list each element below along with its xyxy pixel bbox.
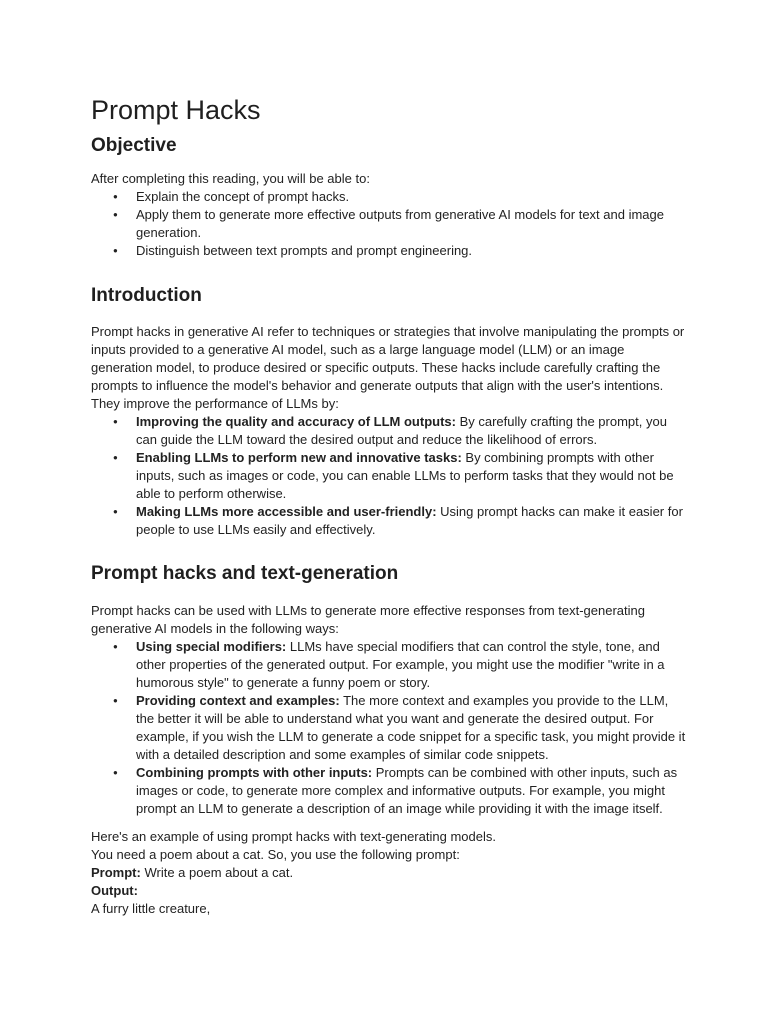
- list-item-term: Using special modifiers:: [136, 639, 287, 654]
- list-item-term: Enabling LLMs to perform new and innovative tasks:: [136, 450, 462, 465]
- output-label: [91, 882, 686, 900]
- introduction-heading: Introduction: [91, 285, 202, 306]
- list-item-term: Improving the quality and accuracy of LLM outputs:: [136, 414, 456, 429]
- prompt-label: Prompt:: [91, 865, 141, 880]
- text-generation-heading: Prompt hacks and text-generation: [91, 563, 399, 584]
- prompt-line: [91, 864, 686, 882]
- list-item-term: Providing context and examples:: [136, 693, 340, 708]
- page-title: Prompt Hacks: [91, 95, 261, 125]
- list-item-term: Making LLMs more accessible and user-friendly:: [136, 504, 437, 519]
- document-page: [91, 92, 686, 918]
- list-item-text: Prompts can be combined with other inputs, such as images or code, to generate more complex and informative outputs. For example, you might prompt an LLM to generate a description of an image while providing it with the image itself.: [136, 765, 678, 816]
- list-item-text: The more context and examples you provide to the LLM, the better it will be able to understand what you want and generate the desired output. For example, if you wish the LLM to generate a code snippet for a specific task, you might provide it with a detailed description and some examples of similar code snippets.: [136, 693, 686, 762]
- list-item: [91, 638, 686, 692]
- objective-list: [91, 188, 686, 260]
- example-intro: Here's an example of using prompt hacks with text-generating models.: [91, 829, 496, 844]
- output-label-text: Output:: [91, 883, 138, 898]
- example-setup: You need a poem about a cat. So, you use the following prompt:: [91, 847, 460, 862]
- introduction-list: [91, 413, 686, 539]
- introduction-body: Prompt hacks in generative AI refer to techniques or strategies that involve manipulating the prompts or inputs provided to a generative AI model, such as a large language model (LLM) or an image generation model, to produce desired or specific outputs. These hacks include carefully crafting the prompts to influence the model's behavior and generate outputs that align with the user's intentions. They improve the performance of LLMs by:: [91, 324, 685, 411]
- list-item: ● Distinguish between text prompts and prompt engineering.: [91, 242, 686, 260]
- prompt-text: Write a poem about a cat.: [140, 865, 294, 880]
- list-item: [91, 413, 686, 449]
- list-item: [91, 764, 686, 818]
- list-item-text: By carefully crafting the prompt, you can guide the LLM toward the desired output and reduce the likelihood of errors.: [136, 414, 667, 447]
- objective-intro: After completing this reading, you will be able to:: [91, 171, 370, 186]
- list-item-text: Using prompt hacks can make it easier for people to use LLMs easily and effectively.: [136, 504, 683, 537]
- list-item: [91, 449, 686, 503]
- output-first-line: A furry little creature,: [91, 901, 211, 916]
- list-item-text: LLMs have special modifiers that can control the style, tone, and other properties of the generated output. For example, you might use the modifier "write in a humorous style" to generate a funny poem or story.: [136, 639, 665, 690]
- list-item-text: By combining prompts with other inputs, such as images or code, you can enable LLMs to perform tasks that they would not be able to perform otherwise.: [136, 450, 674, 501]
- list-item-term: Combining prompts with other inputs:: [136, 765, 373, 780]
- objective-heading: Objective: [91, 135, 177, 156]
- list-item: ● Apply them to generate more effective outputs from generative AI models for text and image generation.: [91, 206, 686, 242]
- list-item: ● Explain the concept of prompt hacks.: [91, 188, 686, 206]
- text-generation-body: Prompt hacks can be used with LLMs to generate more effective responses from text-generating generative AI models in the following ways:: [91, 603, 645, 636]
- text-generation-list: [91, 638, 686, 818]
- list-item: [91, 503, 686, 539]
- list-item: [91, 692, 686, 764]
